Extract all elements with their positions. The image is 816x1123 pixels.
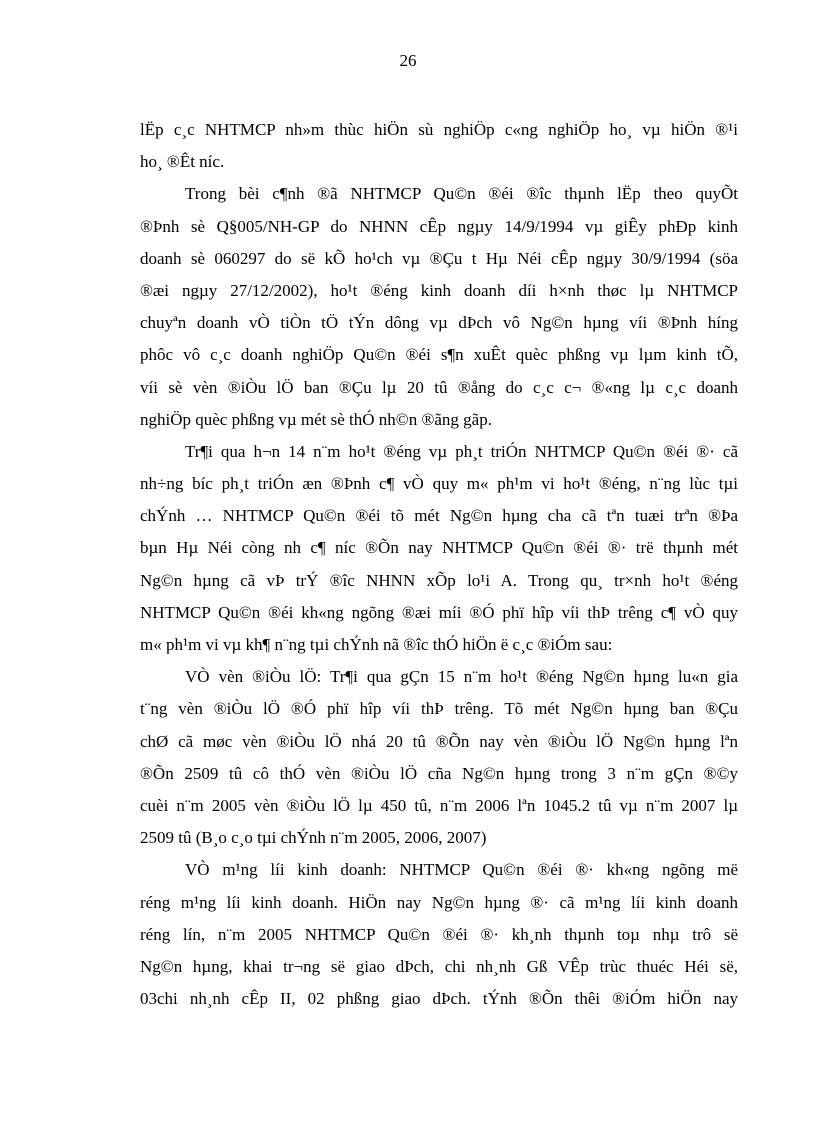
text-line: réng m¹ng líi kinh doanh. HiÖn nay Ng©n hµng ®· cã m¹ng líi kinh doanh: [140, 892, 738, 912]
text-line: réng lín, n¨m 2005 NHTMCP Qu©n ®éi ®· kh¸nh thµnh toµ nhµ trô së: [140, 924, 738, 944]
text-line: NHTMCP Qu©n ®éi kh«ng ngõng ®æi míi ®Ó phï hîp víi thÞ trêng c¶ vÒ quy: [140, 602, 738, 622]
text-line: lËp c¸c NHTMCP nh»m thùc hiÖn sù nghiÖp c«ng nghiÖp ho¸ vµ hiÖn ®¹i: [140, 120, 738, 139]
text-line: m« ph¹m vi vµ kh¶ n¨ng tµi chÝnh nã ®îc thÓ hiÖn ë c¸c ®iÓm sau:: [140, 635, 613, 654]
text-line: bµn Hµ Néi còng nh c¶ níc ®Õn nay NHTMCP Qu©n ®éi ®· trë thµnh mét: [140, 538, 738, 558]
text-line: ho¸ ®Êt níc.: [140, 152, 225, 172]
text-line: cuèi n¨m 2005 vèn ®iÒu lÖ lµ 450 tû, n¨m 2006 lªn 1045.2 tû vµ n¨m 2007 lµ: [140, 795, 738, 815]
text-line: Tr¶i qua h¬n 14 n¨m ho¹t ®éng vµ ph¸t triÓn NHTMCP Qu©n ®éi ®· cã: [185, 441, 738, 461]
text-line: ®Õn 2509 tû cô thÓ vèn ®iÒu lÖ cña Ng©n hµng trong 3 n¨m gÇn ®©y: [140, 763, 738, 783]
text-line: chuyªn doanh vÒ tiÒn tÖ tÝn dông vµ dÞch vô Ng©n hµng víi ®Þnh híng: [140, 313, 738, 333]
text-line: ®Þnh sè Q§005/NH-GP do NHNN cÊp ngµy 14/9/1994 vµ giÊy phÐp kinh: [140, 216, 738, 236]
text-line: Trong bèi c¶nh ®ã NHTMCP Qu©n ®éi ®îc thµnh lËp theo quyÕt: [185, 184, 738, 204]
text-line: 03chi nh¸nh cÊp II, 02 phßng giao dÞch. tÝnh ®Õn thêi ®iÓm hiÖn nay: [140, 989, 738, 1009]
text-line: Ng©n hµng, khai tr¬ng së giao dÞch, chi nh¸nh Gß VÊp trùc thuéc Héi së,: [140, 956, 738, 976]
text-line: chÝnh … NHTMCP Qu©n ®éi tõ mét Ng©n hµng cha cã tªn tuæi trªn ®Þa: [140, 506, 738, 526]
text-line: VÒ m¹ng líi kinh doanh: NHTMCP Qu©n ®éi ®· kh«ng ngõng më: [185, 860, 738, 880]
document-body: [140, 114, 738, 1015]
text-line: phôc vô c¸c doanh nghiÖp Qu©n ®éi s¶n xuÊt quèc phßng vµ lµm kinh tÕ,: [140, 345, 738, 365]
text-line: víi sè vèn ®iÒu lÖ ban ®Çu lµ 20 tû ®ång do c¸c c¬ ®«ng lµ c¸c doanh: [140, 377, 738, 397]
text-line: chØ cã møc vèn ®iÒu lÖ nhá 20 tû ®Õn nay vèn ®iÒu lÖ Ng©n hµng lªn: [140, 731, 738, 751]
page-number: 26: [399, 51, 417, 70]
text-line: nh÷ng bíc ph¸t triÓn æn ®Þnh c¶ vÒ quy m« ph¹m vi ho¹t ®éng, n¨ng lùc tµi: [140, 474, 738, 494]
text-line: Ng©n hµng cã vÞ trÝ ®îc NHNN xÕp lo¹i A. Trong qu¸ tr×nh ho¹t ®éng: [140, 570, 738, 590]
text-line: t¨ng vèn ®iÒu lÖ ®Ó phï hîp víi thÞ trêng. Tõ mét Ng©n hµng ban ®Çu: [140, 699, 738, 719]
text-line: ®æi ngµy 27/12/2002), ho¹t ®éng kinh doanh díi h×nh thøc lµ NHTMCP: [140, 280, 738, 300]
text-line: nghiÖp quèc phßng vµ mét sè thÓ nh©n ®ãng gãp.: [140, 409, 492, 429]
text-line: doanh sè 060297 do së kÕ ho¹ch vµ ®Çu t Hµ Néi cÊp ngµy 30/9/1994 (söa: [140, 248, 738, 268]
text-line: VÒ vèn ®iÒu lÖ: Tr¶i qua gÇn 15 n¨m ho¹t ®éng Ng©n hµng lu«n gia: [185, 667, 738, 687]
text-line: 2509 tû (B¸o c¸o tµi chÝnh n¨m 2005, 2006, 2007): [140, 828, 487, 848]
